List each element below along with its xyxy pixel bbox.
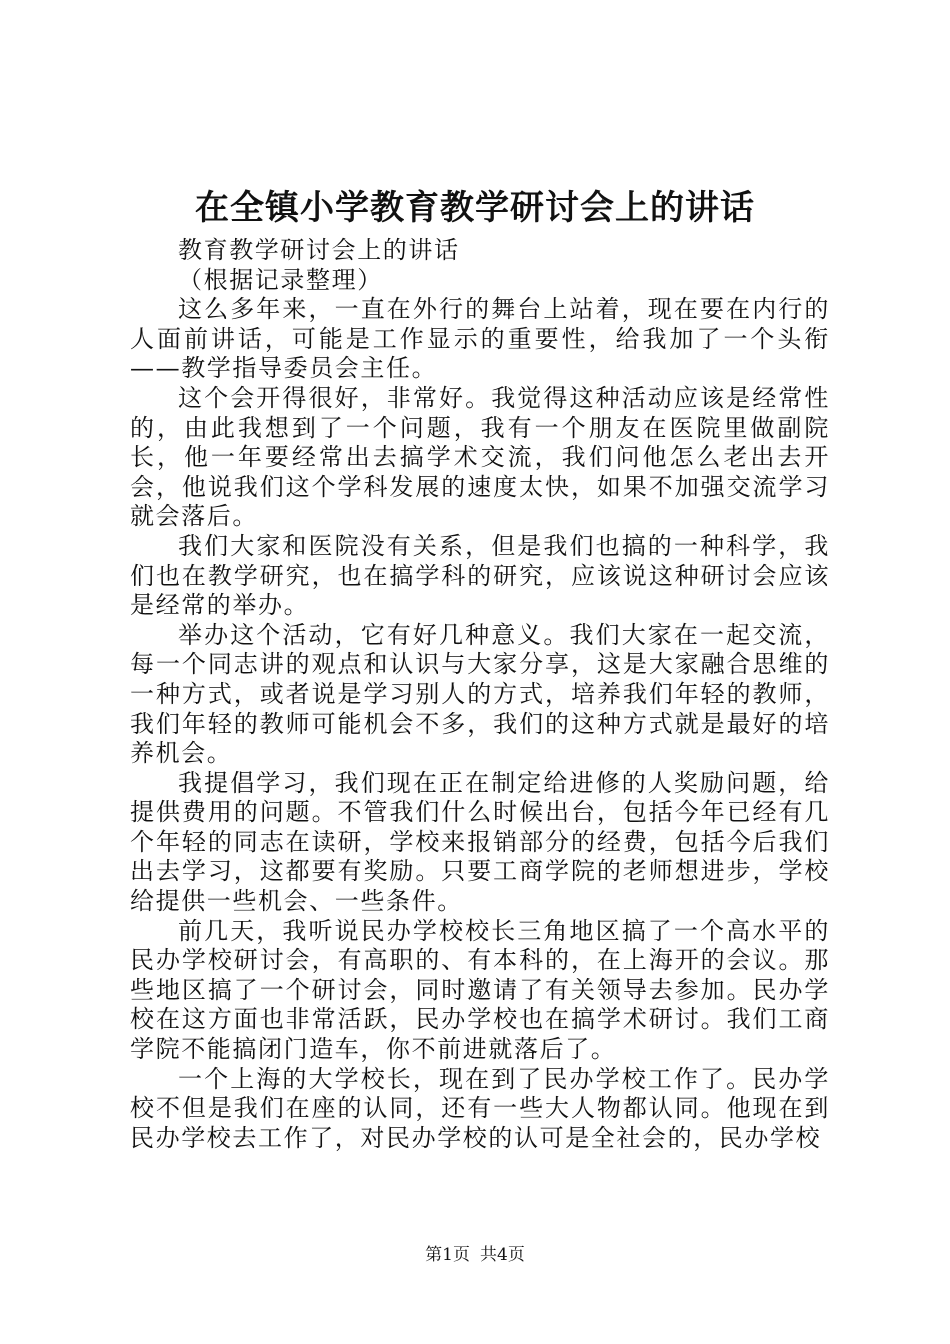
paragraph: 前几天，我听说民办学校校长三角地区搞了一个高水平的民办学校研讨会，有高职的、有本科的，在上海开的会议。那些地区搞了一个研讨会，同时邀请了有关领导去参加。民办学校在这方面也非常活跃，民办学校也在搞学术研讨。我们工商学院不能搞闭门造车，你不前进就落后了。 bbox=[130, 916, 830, 1064]
page-total: 共4页 bbox=[480, 1245, 525, 1265]
paragraph: 举办这个活动，它有好几种意义。我们大家在一起交流，每一个同志讲的观点和认识与大家分享，这是大家融合思维的一种方式，或者说是学习别人的方式，培养我们年轻的教师，我们年轻的教师可能机会不多，我们的这种方式就是最好的培养机会。 bbox=[130, 620, 830, 768]
paragraph: 这么多年来，一直在外行的舞台上站着，现在要在内行的人面前讲话，可能是工作显示的重要性，给我加了一个头衔——教学指导委员会主任。 bbox=[130, 295, 830, 383]
paragraph: 教育教学研讨会上的讲话 bbox=[178, 236, 460, 264]
page-number: 第1页 bbox=[425, 1245, 470, 1265]
document-body bbox=[130, 236, 830, 1153]
paragraph: 一个上海的大学校长，现在到了民办学校工作了。民办学校不但是我们在座的认同，还有一些大人物都认同。他现在到民办学校去工作了，对民办学校的认可是全社会的，民办学校 bbox=[130, 1064, 830, 1152]
page-footer bbox=[0, 1244, 950, 1266]
paragraph: 我们大家和医院没有关系，但是我们也搞的一种科学，我们也在教学研究，也在搞学科的研究，应该说这种研讨会应该是经常的举办。 bbox=[130, 531, 830, 620]
paragraph: 我提倡学习，我们现在正在制定给进修的人奖励问题，给提供费用的问题。不管我们什么时候出台，包括今年已经有几个年轻的同志在读研，学校来报销部分的经费，包括今后我们出去学习，这都要有奖励。只要工商学院的老师想进步，学校给提供一些机会、一些条件。 bbox=[130, 768, 830, 916]
paragraph: （根据记录整理） bbox=[178, 265, 383, 294]
document-title: 在全镇小学教育教学研讨会上的讲话 bbox=[195, 188, 755, 228]
paragraph: 这个会开得很好，非常好。我觉得这种活动应该是经常性的，由此我想到了一个问题，我有一个朋友在医院里做副院长，他一年要经常出去搞学术交流，我们问他怎么老出去开会，他说我们这个学科发展的速度太快，如果不加强交流学习就会落后。 bbox=[130, 383, 830, 531]
